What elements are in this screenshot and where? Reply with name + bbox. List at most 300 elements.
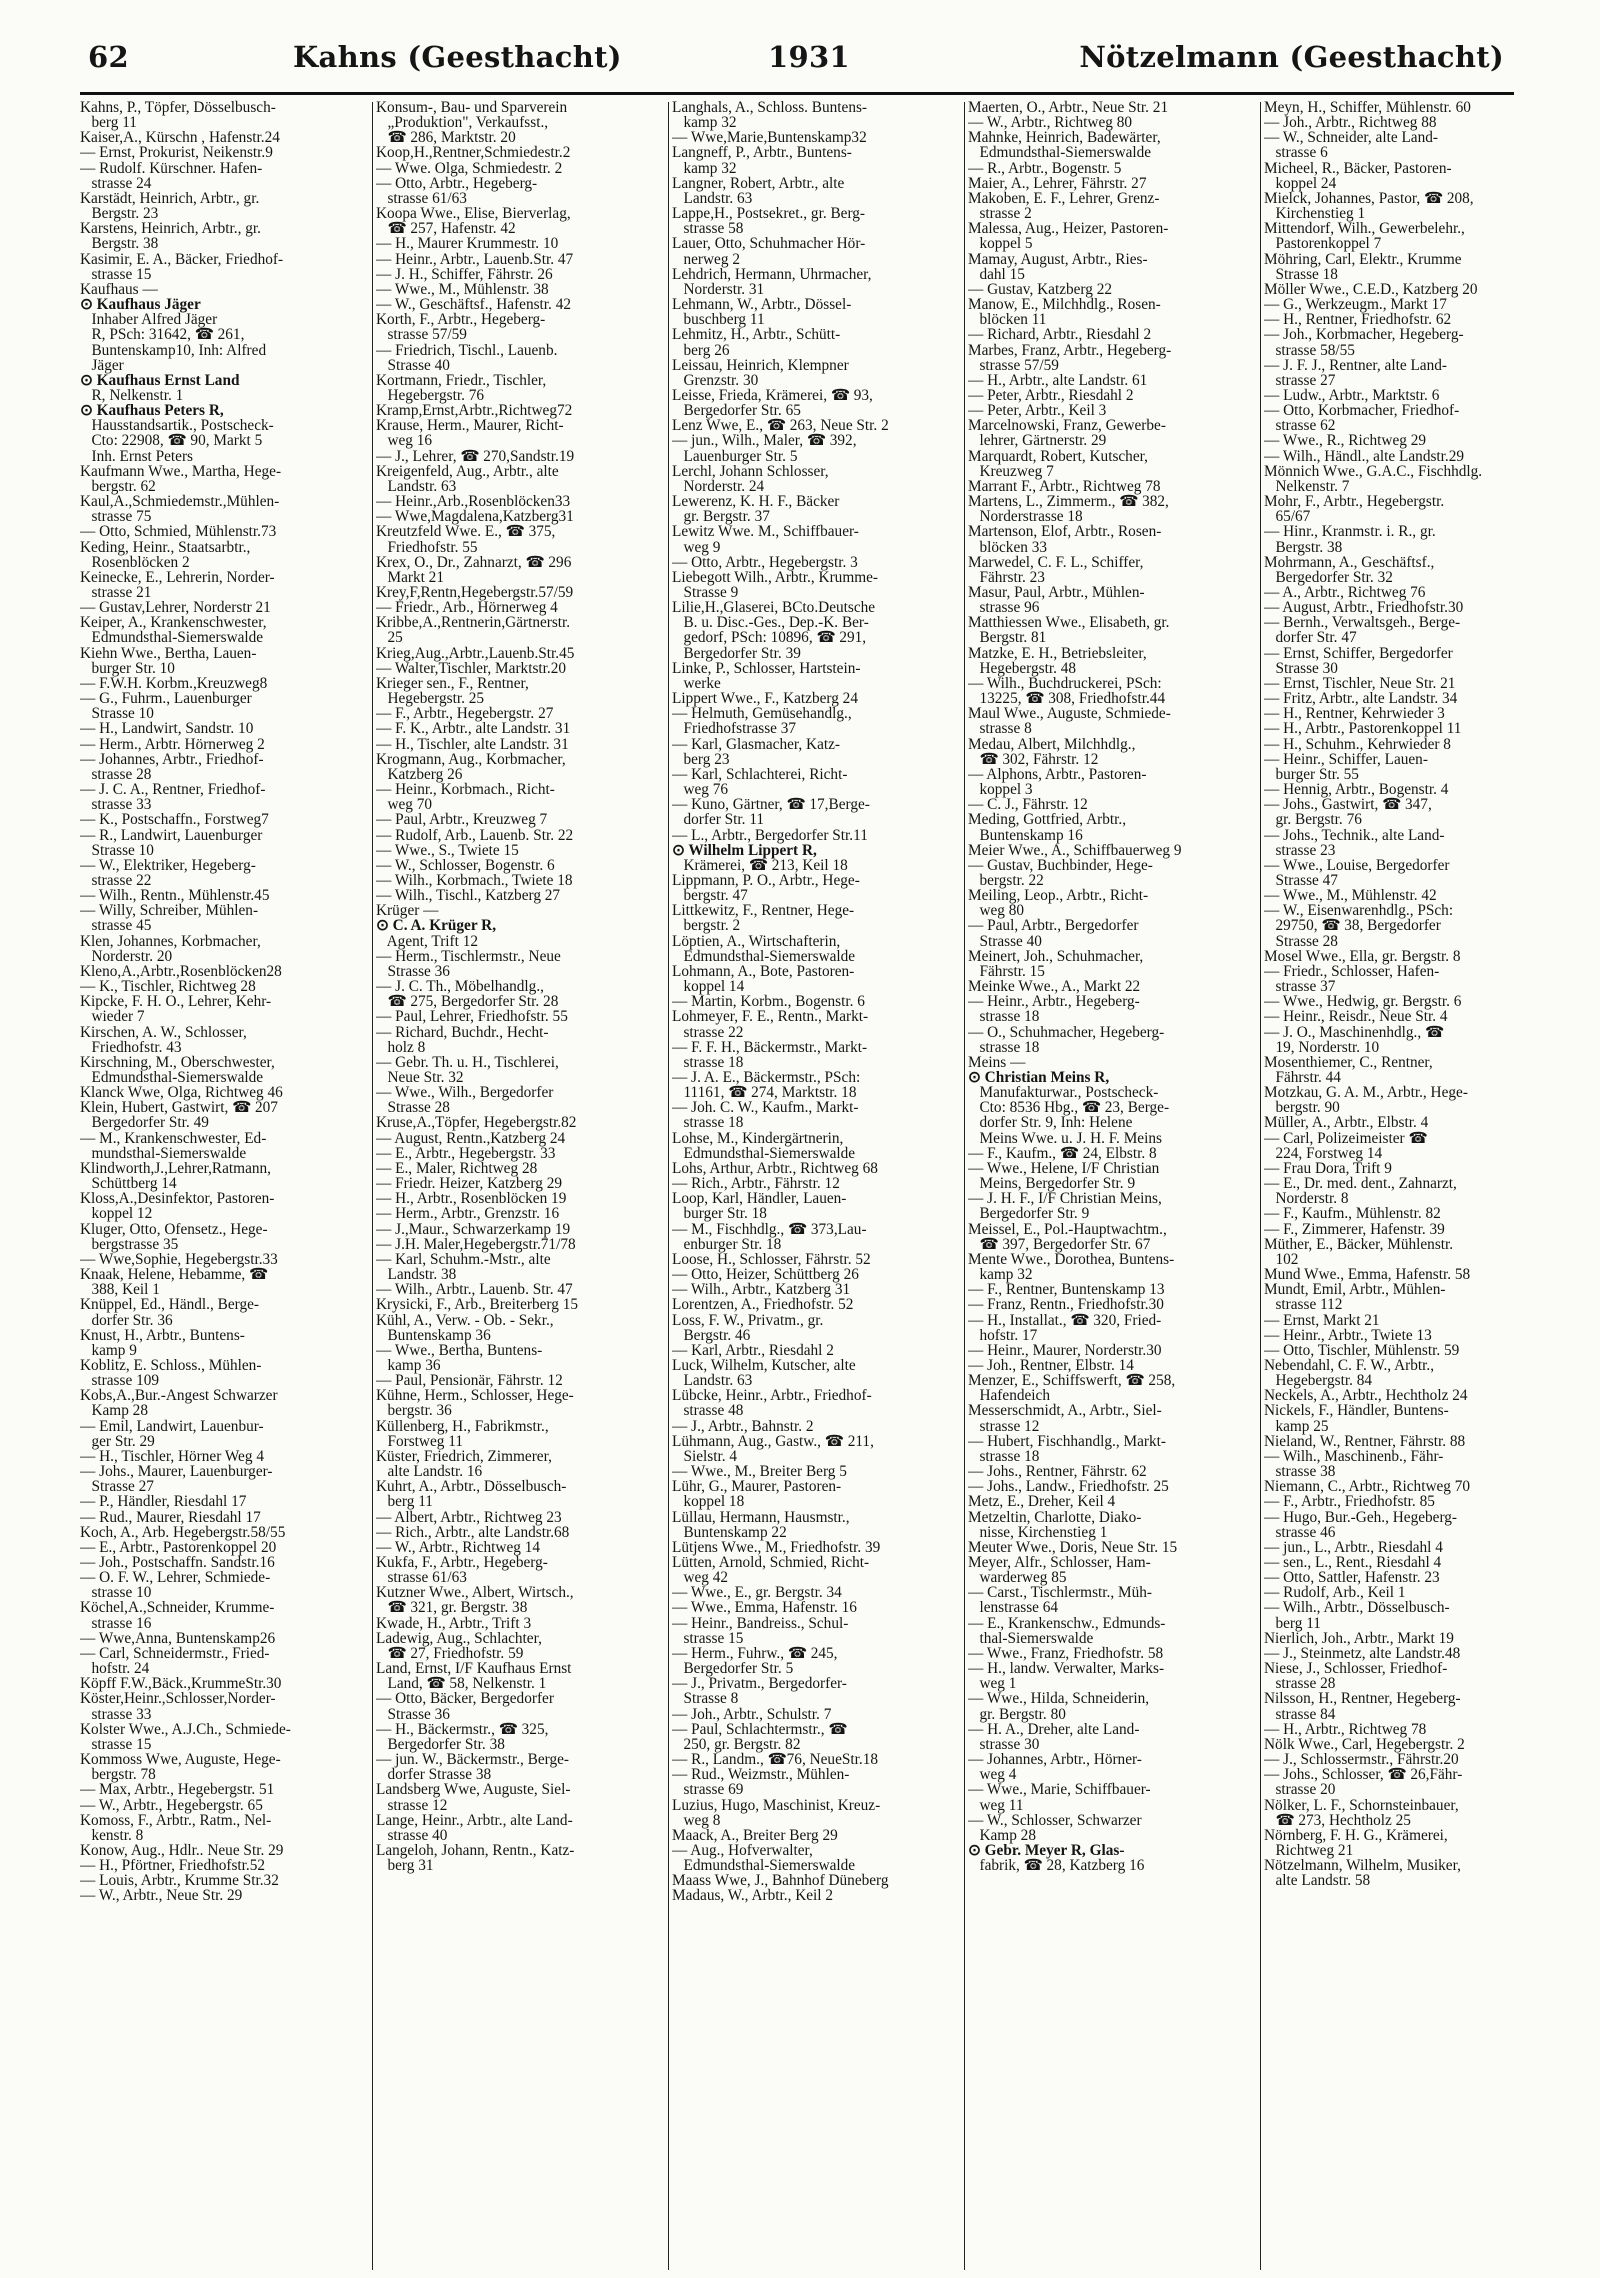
directory-entry-line: — L., Arbtr., Bergedorfer Str.11 — [672, 826, 868, 844]
directory-entry-line: ☎ 286, Marktstr. 20 — [376, 129, 516, 147]
directory-entry-line: ☎ 321, gr. Bergstr. 38 — [376, 1599, 528, 1617]
directory-entry-line: — H. A., Dreher, alte Land- — [968, 1720, 1140, 1738]
directory-entry-line: Hegebergstr. 84 — [1264, 1372, 1373, 1390]
directory-entry-line: Strasse 30 — [1264, 659, 1338, 677]
directory-column-2 — [376, 100, 678, 2270]
directory-entry-line: Hegebergstr. 76 — [376, 386, 485, 404]
directory-entry-line: Maul Wwe., Auguste, Schmiede- — [968, 705, 1171, 723]
directory-entry-line: — W., Elektriker, Hegeberg- — [80, 856, 256, 874]
directory-entry-line: Lohs, Arthur, Arbtr., Richtweg 68 — [672, 1159, 878, 1177]
directory-entry-line: Strasse 36 — [376, 962, 450, 980]
directory-entry-line: Langneff, P., Arbtr., Buntens- — [672, 144, 852, 162]
directory-entry-line: Lohmann, A., Bote, Pastoren- — [672, 962, 855, 980]
directory-entry-line: bergstr. 2 — [672, 917, 741, 935]
directory-entry-line: Lippert Wwe., F., Katzberg 24 — [672, 690, 858, 708]
directory-entry-line: — G., Werkzeugm., Markt 17 — [1264, 296, 1447, 314]
directory-entry-line: lenstrasse 64 — [968, 1599, 1059, 1617]
directory-entry-line: — Friedr., Schlosser, Hafen- — [1264, 962, 1440, 980]
directory-entry-line: — Wwe., M., Mühlenstr. 38 — [376, 280, 549, 298]
directory-entry-line: Meding, Gottfried, Arbtr., — [968, 811, 1127, 829]
directory-entry-line: — H., Arbtr., Pastorenkoppel 11 — [1264, 720, 1462, 738]
directory-entry-line: Ladewig, Aug., Schlachter, — [376, 1629, 542, 1647]
directory-entry-line: Lütjens Wwe., M., Friedhofstr. 39 — [672, 1538, 881, 1556]
directory-entry-line: — Martin, Korbm., Bogenstr. 6 — [672, 993, 865, 1011]
directory-entry-line: holz 8 — [376, 1038, 426, 1056]
directory-entry-line: — F., Rentner, Buntenskamp 13 — [968, 1281, 1165, 1299]
directory-entry-line: — Walter,Tischler, Marktstr.20 — [376, 659, 567, 677]
directory-entry-line: — Wilh., Arbtr., Lauenb. Str. 47 — [376, 1281, 573, 1299]
directory-entry-line: koppel 5 — [968, 235, 1033, 253]
directory-entry-line: strasse 75 — [80, 508, 152, 526]
directory-entry-line: Kaiser,A., Kürschn , Hafenstr.24 — [80, 129, 280, 147]
directory-entry-line: — Albert, Arbtr., Richtweg 23 — [376, 1508, 562, 1526]
directory-entry-line: Norderstr. 24 — [672, 477, 765, 495]
directory-entry-line: Krüger — — [376, 902, 439, 920]
directory-entry-line: Kreigenfeld, Aug., Arbtr., alte — [376, 462, 559, 480]
directory-entry-line: Lehdrich, Hermann, Uhrmacher, — [672, 265, 872, 283]
directory-entry-line: Lippmann, P. O., Arbtr., Hege- — [672, 871, 860, 889]
directory-entry-line: strasse 38 — [1264, 1463, 1336, 1481]
directory-entry-line: nisse, Kirchenstieg 1 — [968, 1523, 1108, 1541]
directory-entry-line: Grenzstr. 30 — [672, 371, 759, 389]
directory-entry-line: Edmundsthal-Siemerswalde — [968, 144, 1152, 162]
directory-entry-line: bergstrasse 35 — [80, 1235, 179, 1253]
directory-entry-line: — J., Lehrer, ☎ 270,Sandstr.19 — [376, 447, 575, 465]
directory-entry-line: strasse 18 — [968, 1447, 1040, 1465]
directory-entry-line: Koop,H.,Rentner,Schmiedestr.2 — [376, 144, 571, 162]
directory-entry-line: Maier, A., Lehrer, Fährstr. 27 — [968, 174, 1147, 192]
directory-entry-line: Kasimir, E. A., Bäcker, Friedhof- — [80, 250, 284, 268]
directory-entry-line: Strasse 36 — [376, 1705, 450, 1723]
directory-entry-line: — E., Dr. med. dent., Zahnarzt, — [1264, 1175, 1457, 1193]
directory-entry-line: — Gustav, Katzberg 22 — [968, 280, 1113, 298]
directory-entry-line: Bergedorfer Str. 65 — [672, 402, 801, 420]
directory-entry-line: Micheel, R., Bäcker, Pastoren- — [1264, 159, 1452, 177]
directory-entry-line: Meins, Bergedorfer Str. 9 — [968, 1175, 1136, 1193]
directory-entry-line: — Otto, Bäcker, Bergedorfer — [376, 1690, 554, 1708]
directory-entry-line: berg 31 — [376, 1857, 434, 1875]
directory-entry-line: — Ludw., Arbtr., Marktstr. 6 — [1264, 386, 1440, 404]
directory-entry-line: Motzkau, G. A. M., Arbtr., Hege- — [1264, 1084, 1468, 1102]
directory-entry-line: Richtweg 21 — [1264, 1841, 1354, 1859]
directory-entry-line: ⊙ Kaufhaus Peters R, — [80, 402, 224, 420]
directory-entry-line: ⊙ Kaufhaus Ernst Land — [80, 371, 240, 389]
directory-entry-line: Küllenberg, H., Fabrikmstr., — [376, 1417, 549, 1435]
directory-entry-line: Loss, F. W., Privatm., gr. — [672, 1311, 824, 1329]
directory-entry-line: hofstr. 24 — [80, 1660, 150, 1678]
directory-entry-line: Edmundsthal-Siemerswalde — [672, 1857, 856, 1875]
directory-entry-line: strasse 40 — [376, 1826, 448, 1844]
directory-entry-line: — Heinr., Maurer, Norderstr.30 — [968, 1341, 1162, 1359]
directory-entry-line: — Wwe., Wilh., Bergedorfer — [376, 1084, 554, 1102]
directory-entry-line: — Ernst, Tischler, Neue Str. 21 — [1264, 674, 1456, 692]
directory-entry-line: strasse 48 — [672, 1402, 744, 1420]
directory-entry-line: — Johs., Rentner, Fährstr. 62 — [968, 1463, 1147, 1481]
directory-entry-line: — Wwe,Marie,Buntenskamp32 — [672, 129, 867, 147]
directory-entry-line: R, Nelkenstr. 1 — [80, 386, 184, 404]
directory-entry-line: — Carst., Tischlermstr., Müh- — [968, 1584, 1153, 1602]
directory-entry-line: — W., Arbtr., Richtweg 80 — [968, 114, 1133, 132]
directory-entry-line: gr. Bergstr. 76 — [1264, 811, 1362, 829]
directory-entry-line: Kirschning, M., Oberschwester, — [80, 1053, 275, 1071]
directory-entry-line: Menzer, E., Schiffswerft, ☎ 258, — [968, 1372, 1176, 1390]
directory-entry-line: — Friedrich, Tischl., Lauenb. — [376, 341, 558, 359]
directory-entry-line: Forstweg 11 — [376, 1432, 463, 1450]
directory-entry-line: Mente Wwe., Dorothea, Buntens- — [968, 1250, 1175, 1268]
directory-entry-line: strasse 8 — [968, 720, 1032, 738]
directory-entry-line: Lehmitz, H., Arbtr., Schütt- — [672, 326, 841, 344]
directory-entry-line: Cto: 22908, ☎ 90, Markt 5 — [80, 432, 263, 450]
directory-entry-line: Lüllau, Hermann, Hausmstr., — [672, 1508, 850, 1526]
directory-entry-line: Lenz Wwe, E., ☎ 263, Neue Str. 2 — [672, 417, 889, 435]
directory-entry-line: — A., Arbtr., Richtweg 76 — [1264, 584, 1426, 601]
directory-entry-line: — Franz, Rentn., Friedhofstr.30 — [968, 1296, 1164, 1314]
directory-entry-line: Knaak, Helene, Hebamme, ☎ — [80, 1266, 269, 1284]
directory-entry-line: — Wilh., Rentn., Mühlenstr.45 — [80, 887, 270, 905]
directory-entry-line: — Wwe,Anna, Buntenskamp26 — [80, 1629, 276, 1647]
directory-entry-line: — Otto, Korbmacher, Friedhof- — [1264, 402, 1460, 420]
directory-entry-line: — Otto, Arbtr., Hegeberg- — [376, 174, 538, 192]
directory-entry-line: weg 76 — [672, 781, 729, 799]
directory-entry-line: koppel 24 — [1264, 174, 1337, 192]
directory-column-3 — [672, 100, 974, 2270]
directory-entry-line: Müther, E., Bäcker, Mühlenstr. — [1264, 1235, 1454, 1253]
directory-entry-line: — F., Arbtr., Hegebergstr. 27 — [376, 705, 554, 723]
directory-entry-line: Bergstr. 38 — [1264, 538, 1343, 556]
directory-entry-line: — Gustav, Buchbinder, Hege- — [968, 856, 1153, 874]
directory-entry-line: Cto: 8536 Hbg., ☎ 23, Berge- — [968, 1099, 1170, 1117]
directory-entry-line: Lübcke, Heinr., Arbtr., Friedhof- — [672, 1387, 872, 1405]
directory-entry-line: Bergedorfer Str. 49 — [80, 1114, 209, 1132]
directory-entry-line: — Rudolf, Arb., Lauenb. Str. 22 — [376, 826, 574, 844]
directory-entry-line: Lühr, G., Maurer, Pastoren- — [672, 1478, 842, 1496]
directory-entry-line: — jun., Wilh., Maler, ☎ 392, — [672, 432, 857, 450]
directory-entry-line: — H., Arbtr., alte Landstr. 61 — [968, 371, 1148, 389]
directory-entry-line: dorfer Str. 9, Inh: Helene — [968, 1114, 1133, 1132]
directory-entry-line: Langeloh, Johann, Rentn., Katz- — [376, 1841, 575, 1859]
directory-entry-line: — Wwe., Franz, Friedhofstr. 58 — [968, 1644, 1164, 1662]
directory-entry-line: Konsum-, Bau- und Sparverein — [376, 100, 568, 116]
directory-entry-line: Nickels, F., Händler, Buntens- — [1264, 1402, 1449, 1420]
directory-entry-line: strasse 16 — [80, 1614, 152, 1632]
directory-entry-line: Krieger sen., F., Rentner, — [376, 674, 529, 692]
directory-entry-line: ⊙ Christian Meins R, — [968, 1069, 1110, 1086]
directory-entry-line: Landstr. 63 — [672, 1372, 753, 1390]
directory-entry-line: strasse 20 — [1264, 1781, 1336, 1799]
directory-entry-line: „Produktion", Verkaufsst., — [376, 114, 549, 132]
directory-entry-line: strasse 23 — [1264, 841, 1336, 859]
directory-entry-line: — W., Geschäftsf., Hafenstr. 42 — [376, 296, 571, 314]
directory-entry-line: Kuhrt, A., Arbtr., Dösselbusch- — [376, 1478, 567, 1496]
directory-entry-line: gr. Bergstr. 37 — [672, 508, 770, 526]
directory-entry-line: alte Landstr. 16 — [376, 1463, 483, 1481]
directory-entry-line: — Johs., Maurer, Lauenburger- — [80, 1463, 273, 1481]
directory-entry-line: Land, ☎ 58, Nelkenstr. 1 — [376, 1675, 547, 1693]
directory-entry-line: ger Str. 29 — [80, 1432, 155, 1450]
directory-entry-line: — R., Landm., ☎76, NeueStr.18 — [672, 1751, 878, 1769]
directory-entry-line: — E., Arbtr., Hegebergstr. 33 — [376, 1144, 556, 1162]
directory-entry-line: Strasse 27 — [80, 1478, 154, 1496]
directory-entry-line: wieder 7 — [80, 1008, 145, 1026]
directory-entry-line: Landstr. 63 — [376, 477, 457, 495]
directory-entry-line: weg 1 — [968, 1675, 1017, 1693]
directory-entry-line: — H., Rentner, Kehrwieder 3 — [1264, 705, 1445, 723]
directory-entry-line: — Kuno, Gärtner, ☎ 17,Berge- — [672, 796, 870, 814]
directory-entry-line: Agent, Trift 12 — [376, 932, 478, 950]
directory-entry-line: — J. C. A., Rentner, Friedhof- — [80, 781, 266, 799]
directory-entry-line: — Carl, Polizeimeister ☎ — [1264, 1129, 1428, 1147]
directory-entry-line: B. u. Disc.-Ges., Dep.-K. Ber- — [672, 614, 869, 632]
directory-entry-line: — Friedr., Arb., Hörnerweg 4 — [376, 599, 558, 617]
directory-entry-line: 102 — [1264, 1250, 1299, 1268]
directory-entry-line: Manufakturwar., Postscheck- — [968, 1084, 1159, 1102]
directory-entry-line: — E., Krankenschw., Edmunds- — [968, 1614, 1166, 1632]
directory-entry-line: — C. J., Fährstr. 12 — [968, 796, 1088, 814]
directory-entry-line: strasse 18 — [672, 1114, 744, 1132]
directory-entry-line: strasse 112 — [1264, 1296, 1343, 1314]
directory-entry-line: — Wwe., S., Twiete 15 — [376, 841, 519, 859]
directory-entry-line: Edmundsthal-Siemerswalde — [80, 1069, 264, 1086]
directory-entry-line: Nölk Wwe., Carl, Hegebergstr. 2 — [1264, 1735, 1465, 1753]
directory-entry-line: Kloss,A.,Desinfektor, Pastoren- — [80, 1190, 275, 1208]
directory-entry-line: bergstr. 47 — [672, 887, 748, 905]
directory-entry-line: koppel 18 — [672, 1493, 745, 1511]
directory-entry-line: — H., Arbtr., Richtweg 78 — [1264, 1720, 1427, 1738]
directory-entry-line: — Paul, Arbtr., Bergedorfer — [968, 917, 1139, 935]
directory-entry-line: strasse 28 — [1264, 1675, 1336, 1693]
directory-entry-line: Bergedorfer Str. 39 — [672, 644, 801, 662]
directory-entry-line: — jun. W., Bäckermstr., Berge- — [376, 1751, 570, 1769]
directory-entry-line: Mohr, F., Arbtr., Hegebergstr. — [1264, 493, 1445, 511]
directory-entry-line: — H., Arbtr., Rosenblöcken 19 — [376, 1190, 567, 1208]
directory-entry-line: — W., Arbtr., Richtweg 14 — [376, 1538, 541, 1556]
directory-entry-line: Landstr. 38 — [376, 1266, 457, 1284]
directory-entry-line: Edmundsthal-Siemerswalde — [80, 629, 264, 647]
directory-entry-line: ☎ 302, Fährstr. 12 — [968, 750, 1099, 768]
directory-entry-line: Metz, E., Dreher, Keil 4 — [968, 1493, 1116, 1511]
directory-entry-line: — J. C. Th., Möbelhandlg., — [376, 978, 544, 996]
directory-entry-line: Kreuzweg 7 — [968, 462, 1054, 480]
left-running-head: Kahns (Geesthacht) — [293, 40, 622, 74]
directory-entry-line: Medau, Albert, Milchhdlg., — [968, 735, 1136, 753]
directory-entry-line: Linke, P., Schlosser, Hartstein- — [672, 659, 861, 677]
directory-entry-line: Krieg,Aug.,Arbtr.,Lauenb.Str.45 — [376, 644, 575, 662]
directory-entry-line: — H., Bäckermstr., ☎ 325, — [376, 1720, 549, 1738]
year-heading: 1931 — [768, 40, 850, 74]
directory-entry-line: Loop, Karl, Händler, Lauen- — [672, 1190, 847, 1208]
directory-entry-line: Kiehn Wwe., Bertha, Lauen- — [80, 644, 257, 662]
directory-entry-line: Hausstandsartik., Postscheck- — [80, 417, 274, 435]
directory-entry-line: — J., Arbtr., Bahnstr. 2 — [672, 1417, 814, 1435]
directory-entry-line: strasse 84 — [1264, 1705, 1336, 1723]
directory-entry-line: — R., Arbtr., Bogenstr. 5 — [968, 159, 1122, 177]
directory-entry-line: — R., Landwirt, Lauenburger — [80, 826, 263, 844]
directory-entry-line: — Emil, Landwirt, Lauenbur- — [80, 1417, 264, 1435]
directory-entry-line: — Paul, Lehrer, Friedhofstr. 55 — [376, 1008, 568, 1026]
directory-entry-line: Kühne, Herm., Schlosser, Hege- — [376, 1387, 574, 1405]
directory-entry-line: — Heinr., Korbmach., Richt- — [376, 781, 555, 799]
directory-entry-line: Bergedorfer Str. 5 — [672, 1660, 794, 1678]
directory-entry-line: strasse 27 — [1264, 371, 1336, 389]
directory-entry-line: Möhring, Carl, Elektr., Krumme — [1264, 250, 1462, 268]
directory-entry-line: Kreutzfeld Wwe. E., ☎ 375, — [376, 523, 556, 541]
directory-entry-line: Lehmann, W., Arbtr., Dössel- — [672, 296, 852, 314]
directory-entry-line: — J., Schlossermstr., Fährstr.20 — [1264, 1751, 1459, 1769]
directory-entry-line: kamp 9 — [80, 1341, 137, 1359]
directory-entry-line: — O., Schuhmacher, Hegeberg- — [968, 1023, 1165, 1041]
directory-entry-line: ☎ 397, Bergedorfer Str. 67 — [968, 1235, 1151, 1253]
directory-entry-line: strasse 58/55 — [1264, 341, 1355, 359]
directory-entry-line: — Wwe., Bertha, Buntens- — [376, 1341, 543, 1359]
directory-entry-line: ☎ 273, Hechtholz 25 — [1264, 1811, 1411, 1829]
directory-entry-line: Madaus, W., Arbtr., Keil 2 — [672, 1887, 834, 1905]
directory-entry-line: — J. F. J., Rentner, alte Land- — [1264, 356, 1447, 374]
directory-entry-line: Meins Wwe. u. J. H. F. Meins — [968, 1129, 1162, 1147]
directory-entry-line: Strasse 18 — [1264, 265, 1338, 283]
directory-entry-line: Norderstrasse 18 — [968, 508, 1083, 526]
directory-entry-line: strasse 58 — [672, 220, 744, 238]
directory-entry-line: — Peter, Arbtr., Riesdahl 2 — [968, 386, 1134, 404]
directory-entry-line: Krogmann, Aug., Korbmacher, — [376, 750, 566, 768]
directory-entry-line: weg 16 — [376, 432, 433, 450]
directory-entry-line: — Richard, Arbtr., Riesdahl 2 — [968, 326, 1152, 344]
directory-entry-line: Kahns, P., Töpfer, Dösselbusch- — [80, 100, 276, 116]
directory-entry-line: Manow, E., Milchhdlg., Rosen- — [968, 296, 1161, 314]
directory-entry-line: — Wwe., Marie, Schiffbauer- — [968, 1781, 1151, 1799]
directory-entry-line: Kirschen, A. W., Schlosser, — [80, 1023, 247, 1041]
directory-entry-line: Meuter Wwe., Doris, Neue Str. 15 — [968, 1538, 1178, 1556]
directory-entry-line: Kommoss Wwe, Auguste, Hege- — [80, 1751, 281, 1769]
directory-entry-line: Metzeltin, Charlotte, Diako- — [968, 1508, 1142, 1526]
directory-entry-line: Inh. Ernst Peters — [80, 447, 194, 465]
directory-entry-line: Leissau, Heinrich, Klempner — [672, 356, 849, 374]
directory-entry-line: — Joh., Korbmacher, Hegeberg- — [1264, 326, 1464, 344]
directory-entry-line: strasse 22 — [80, 871, 152, 889]
directory-entry-line: Bergstr. 81 — [968, 629, 1047, 647]
directory-entry-line: Koopa Wwe., Elise, Bierverlag, — [376, 205, 571, 223]
directory-entry-line: — Johannes, Arbtr., Hörner- — [968, 1751, 1142, 1769]
directory-entry-line: strasse 12 — [968, 1417, 1040, 1435]
directory-entry-line: Lütten, Arnold, Schmied, Richt- — [672, 1554, 870, 1571]
directory-entry-line: Kortmann, Friedr., Tischler, — [376, 371, 547, 389]
directory-entry-line: strasse 2 — [968, 205, 1032, 223]
directory-entry-line: Strasse 10 — [80, 841, 154, 859]
directory-entry-line: — Johs., Gastwirt, ☎ 347, — [1264, 796, 1432, 814]
directory-entry-line: strasse 24 — [80, 174, 152, 192]
directory-entry-line: — Rich., Arbtr., Fährstr. 12 — [672, 1175, 840, 1193]
directory-entry-line: — W., Schlosser, Bogenstr. 6 — [376, 856, 555, 874]
directory-entry-line: — Bernh., Verwaltsgeh., Berge- — [1264, 614, 1461, 632]
directory-entry-line: 388, Keil 1 — [80, 1281, 160, 1299]
directory-entry-line: strasse 18 — [968, 1038, 1040, 1056]
directory-entry-line: Bergstr. 46 — [672, 1326, 751, 1344]
directory-entry-line: — Frau Dora, Trift 9 — [1264, 1159, 1392, 1177]
directory-entry-line: strasse 15 — [80, 1735, 152, 1753]
directory-entry-line: burger Str. 55 — [1264, 765, 1359, 783]
directory-entry-line: Kaufmann Wwe., Martha, Hege- — [80, 462, 282, 480]
directory-entry-line: Lohmeyer, F. E., Rentn., Markt- — [672, 1008, 869, 1026]
directory-entry-line: — Herm., Arbtr. Hörnerweg 2 — [80, 735, 265, 753]
directory-entry-line: Knust, H., Arbtr., Buntens- — [80, 1326, 245, 1344]
directory-entry-line: koppel 14 — [672, 978, 745, 996]
directory-entry-line: strasse 6 — [1264, 144, 1328, 162]
directory-entry-line: Nieland, W., Rentner, Fährstr. 88 — [1264, 1432, 1466, 1450]
directory-entry-line: Buntenskamp10, Inh: Alfred — [80, 341, 267, 359]
directory-entry-line: weg 80 — [968, 902, 1025, 920]
directory-entry-line: Lewerenz, K. H. F., Bäcker — [672, 493, 840, 511]
directory-entry-line: Norderstr. 20 — [80, 947, 173, 965]
directory-entry-line: — Paul, Pensionär, Fährstr. 12 — [376, 1372, 563, 1390]
directory-entry-line: dorfer Str. 11 — [672, 811, 765, 829]
directory-entry-line: Klein, Hubert, Gastwirt, ☎ 207 — [80, 1099, 278, 1117]
directory-entry-line: burger Str. 10 — [80, 659, 175, 677]
directory-entry-line: Meier Wwe., A., Schiffbauerweg 9 — [968, 841, 1182, 859]
directory-entry-line: — W., Arbtr., Hegebergstr. 65 — [80, 1796, 263, 1814]
directory-entry-line: — Heinr., Bandreiss., Schul- — [672, 1614, 849, 1632]
directory-entry-line: ☎ 275, Bergedorfer Str. 28 — [376, 993, 559, 1011]
directory-entry-line: Edmundsthal-Siemerswalde — [672, 1144, 856, 1162]
directory-entry-line: — H., Pförtner, Friedhofstr.52 — [80, 1857, 266, 1875]
directory-entry-line: weg 9 — [672, 538, 721, 556]
directory-entry-line: dorfer Str. 47 — [1264, 629, 1357, 647]
directory-entry-line: 65/67 — [1264, 508, 1311, 526]
directory-entry-line: — August, Rentn.,Katzberg 24 — [376, 1129, 566, 1147]
directory-entry-line: Norderstr. 31 — [672, 280, 765, 298]
directory-entry-line: Inhaber Alfred Jäger — [80, 311, 218, 329]
directory-entry-line: — Johs., Technik., alte Land- — [1264, 826, 1445, 844]
directory-entry-line: — Heinr., Schiffer, Lauen- — [1264, 750, 1428, 768]
directory-entry-line: Kleno,A.,Arbtr.,Rosenblöcken28 — [80, 962, 282, 980]
directory-entry-line: Kramp,Ernst,Arbtr.,Richtweg72 — [376, 402, 573, 420]
directory-entry-line: Mönnich Wwe., G.A.C., Fischhdlg. — [1264, 462, 1483, 480]
directory-entry-line: weg 42 — [672, 1569, 729, 1587]
directory-entry-line: Bergedorfer Str. 38 — [376, 1735, 505, 1753]
directory-entry-line: R, PSch: 31642, ☎ 261, — [80, 326, 245, 344]
directory-entry-line: — H., Tischler, alte Landstr. 31 — [376, 735, 569, 753]
directory-entry-line: — H., Rentner, Friedhofstr. 62 — [1264, 311, 1452, 329]
directory-entry-line: — J. H., Schiffer, Fährstr. 26 — [376, 265, 553, 283]
directory-entry-line: strasse 22 — [672, 1023, 744, 1041]
directory-entry-line: — Johannes, Arbtr., Friedhof- — [80, 750, 264, 768]
directory-entry-line: — Paul, Arbtr., Kreuzweg 7 — [376, 811, 548, 829]
directory-entry-line: Klen, Johannes, Korbmacher, — [80, 932, 261, 950]
directory-entry-line: strasse 18 — [672, 1053, 744, 1071]
directory-entry-line: Meyer, Alfr., Schlosser, Ham- — [968, 1554, 1151, 1571]
directory-entry-line: weg 11 — [968, 1796, 1024, 1814]
directory-entry-line: enburger Str. 18 — [672, 1235, 782, 1253]
directory-entry-line: ⊙ Kaufhaus Jäger — [80, 296, 201, 314]
directory-entry-line: Buntenskamp 22 — [672, 1523, 787, 1541]
directory-entry-line: — Wilh., Buchdruckerei, PSch: — [968, 674, 1162, 692]
directory-entry-line: Lewitz Wwe. M., Schiffbauer- — [672, 523, 859, 541]
directory-entry-line: dahl 15 — [968, 265, 1025, 283]
directory-entry-line: dorfer Strasse 38 — [376, 1766, 492, 1784]
directory-entry-line: Koch, A., Arb. Hegebergstr.58/55 — [80, 1523, 286, 1541]
directory-entry-line: — E., Maler, Richtweg 28 — [376, 1159, 538, 1177]
directory-entry-line: bergstr. 36 — [376, 1402, 452, 1420]
directory-entry-line: Nölker, L. F., Schornsteinbauer, — [1264, 1796, 1459, 1814]
directory-entry-line: buschberg 11 — [672, 311, 765, 329]
directory-entry-line: Landstr. 63 — [672, 189, 753, 207]
directory-entry-line: — Carl, Schneidermstr., Fried- — [80, 1644, 270, 1662]
directory-entry-line: Koblitz, E. Schloss., Mühlen- — [80, 1356, 262, 1374]
directory-entry-line: — Heinr.,Arb.,Rosenblöcken33 — [376, 493, 571, 511]
directory-entry-line: Littkewitz, F., Rentner, Hege- — [672, 902, 855, 920]
directory-entry-line: Neue Str. 32 — [376, 1069, 464, 1086]
directory-entry-line: Katzberg 26 — [376, 765, 463, 783]
directory-entry-line: Lauer, Otto, Schuhmacher Hör- — [672, 235, 866, 253]
directory-entry-line: Malessa, Aug., Heizer, Pastoren- — [968, 220, 1169, 238]
